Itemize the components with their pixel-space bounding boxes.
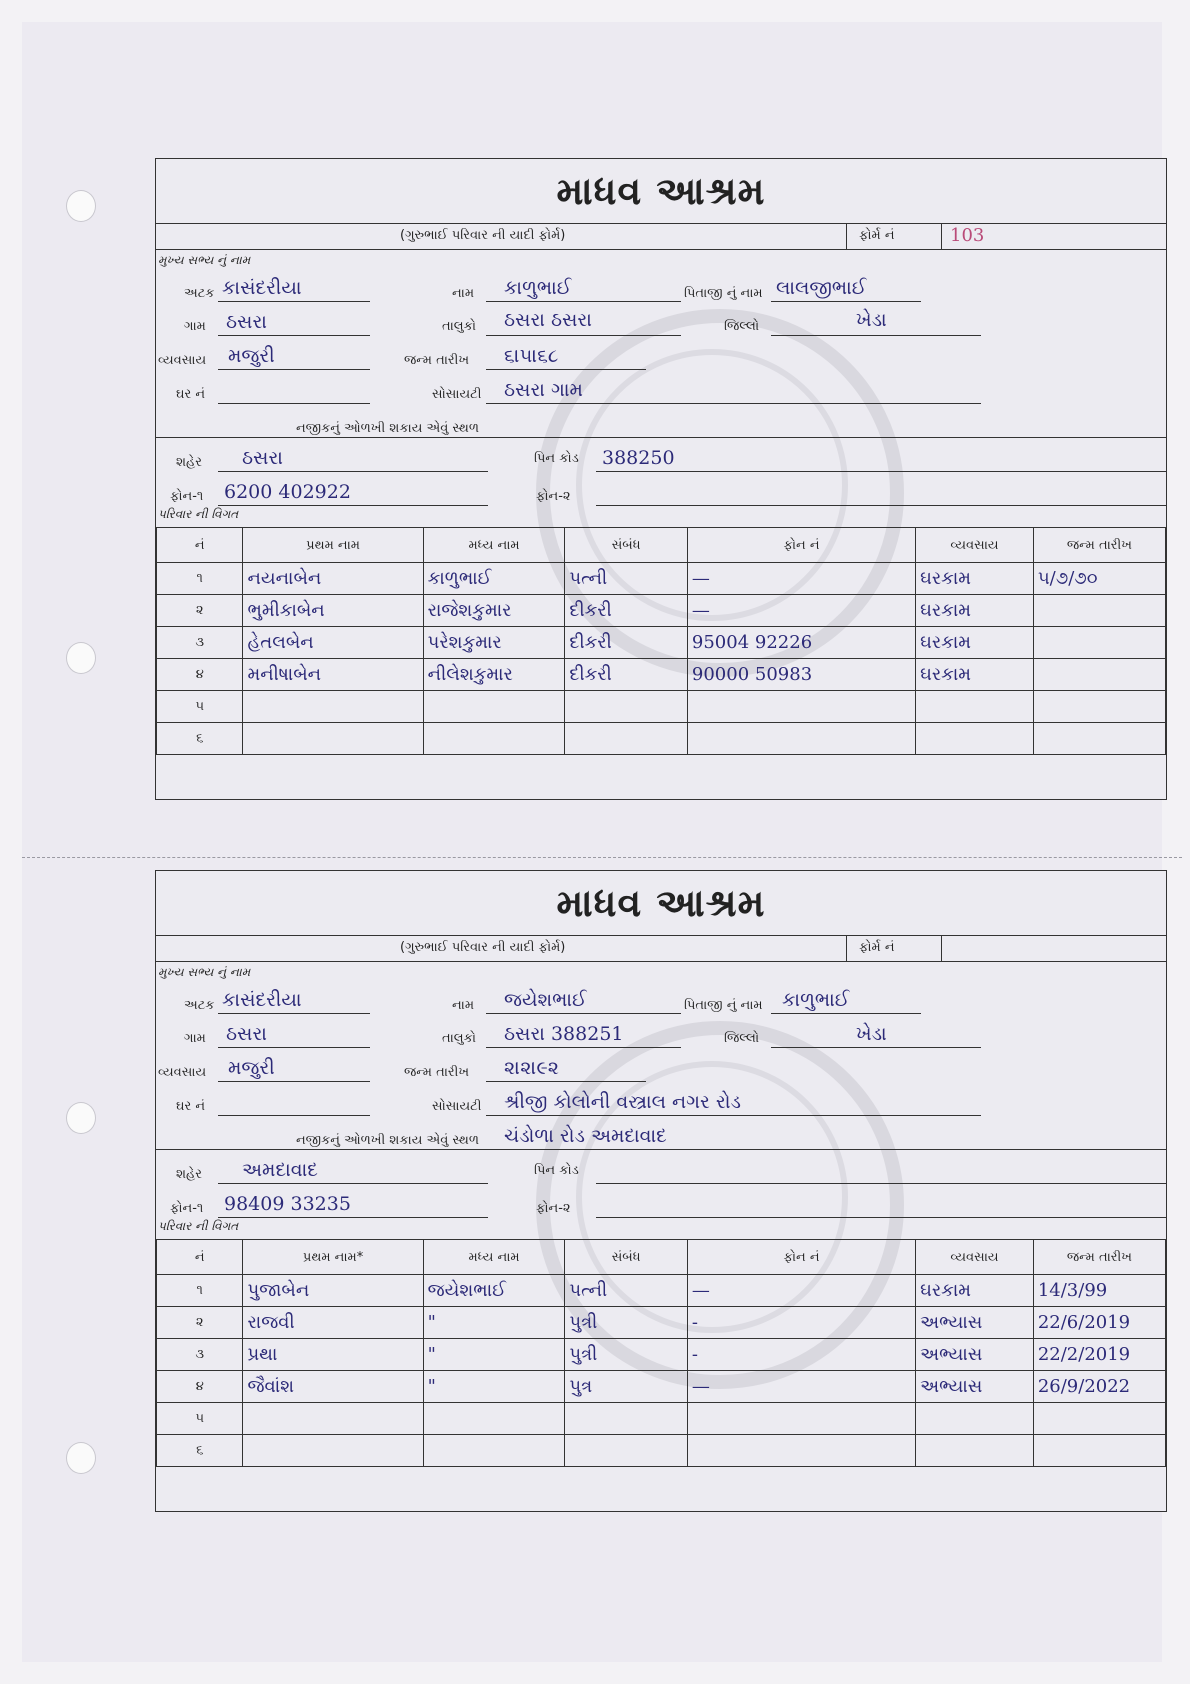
cell: ઘરકામ <box>916 627 1034 659</box>
col-first-name: પ્રથમ નામ* <box>243 1240 423 1275</box>
cell: જયેશભાઈ <box>423 1275 565 1307</box>
cell: 14/3/99 <box>1033 1275 1165 1307</box>
dob-label: જન્મ તારીખ <box>404 1065 470 1080</box>
cell: ૫/૭/૭૦ <box>1033 563 1165 595</box>
cell <box>687 1435 915 1467</box>
father-name-value: લાલજીભાઈ <box>776 277 867 299</box>
cell <box>687 723 915 755</box>
cell <box>423 1403 565 1435</box>
cell: નયનાબેન <box>243 563 423 595</box>
cell: પત્ની <box>565 563 688 595</box>
phone1-value: 98409 33235 <box>224 1193 351 1215</box>
cell: ૩ <box>157 1339 243 1371</box>
cell <box>423 723 565 755</box>
house-no-label: ઘર નં <box>176 387 206 402</box>
cell: - <box>687 1339 915 1371</box>
city-value: ઠસરા <box>242 447 283 469</box>
cell: નીલેશકુમાર <box>423 659 565 691</box>
village-label: ગામ <box>184 1031 206 1046</box>
cell: 90000 50983 <box>687 659 915 691</box>
cell: જૈવાંશ <box>243 1371 423 1403</box>
cell <box>565 1435 688 1467</box>
subtitle-bar <box>156 223 1166 250</box>
cell <box>565 691 688 723</box>
house-no-label: ઘર નં <box>176 1099 206 1114</box>
family-section-label: પરિવાર ની વિગત <box>158 507 239 521</box>
phone2-label: ફોન-૨ <box>536 489 571 504</box>
surname-label: અટક <box>184 998 215 1013</box>
cell <box>243 691 423 723</box>
cell: - <box>687 1307 915 1339</box>
name-label: નામ <box>452 998 475 1013</box>
taluka-label: તાલુકો <box>442 319 477 334</box>
cell: ઘરકામ <box>916 563 1034 595</box>
cell <box>1033 659 1165 691</box>
occupation-label: વ્યવસાય <box>158 1065 207 1080</box>
cell: ૪ <box>157 1371 243 1403</box>
cell <box>916 691 1034 723</box>
occupation-value: મજુરી <box>228 345 275 367</box>
cell <box>916 723 1034 755</box>
table-row <box>157 659 1166 691</box>
dob-label: જન્મ તારીખ <box>404 353 470 368</box>
father-name-label: પિતાજી નું નામ <box>684 286 763 301</box>
city-label: શહેર <box>176 1167 202 1182</box>
cell: પ્રથા <box>243 1339 423 1371</box>
divider <box>846 935 847 961</box>
registration-form-2 <box>155 870 1167 1512</box>
district-label: જિલ્લો <box>724 1031 760 1046</box>
table-row <box>157 1307 1166 1339</box>
cell <box>1033 627 1165 659</box>
society-label: સોસાયટી <box>432 387 482 402</box>
cell: " <box>423 1307 565 1339</box>
table-row <box>157 723 1166 755</box>
society-value: શ્રીજી કોલોની વસ્ત્રાલ નગર રોડ <box>504 1091 741 1113</box>
cell: પુત્ર <box>565 1371 688 1403</box>
cell: 22/2/2019 <box>1033 1339 1165 1371</box>
cell: ઘરકામ <box>916 595 1034 627</box>
col-first-name: પ્રથમ નામ <box>243 528 423 563</box>
landmark-value: ચંડોળા રોડ અમદાવાદ <box>504 1125 667 1147</box>
cell: રાજેશકુમાર <box>423 595 565 627</box>
cell: " <box>423 1371 565 1403</box>
cell <box>243 1403 423 1435</box>
cell <box>687 691 915 723</box>
subtitle-bar <box>156 935 1166 962</box>
table-row <box>157 691 1166 723</box>
col-relation: સંબંધ <box>565 1240 688 1275</box>
taluka-label: તાલુકો <box>442 1031 477 1046</box>
cell: 26/9/2022 <box>1033 1371 1165 1403</box>
cell: — <box>687 1275 915 1307</box>
city-label: શહેર <box>176 455 202 470</box>
col-middle-name: મધ્ય નામ <box>423 528 565 563</box>
cell: ઘરકામ <box>916 1275 1034 1307</box>
father-name-label: પિતાજી નું નામ <box>684 998 763 1013</box>
punch-hole <box>66 642 96 674</box>
tear-line <box>22 857 1182 858</box>
cell: ઘરકામ <box>916 659 1034 691</box>
divider <box>941 223 942 249</box>
phone2-label: ફોન-૨ <box>536 1201 571 1216</box>
cell: દીકરી <box>565 627 688 659</box>
surname-value: કાસંદરીયા <box>222 277 302 299</box>
head-section-label: મુખ્ય સભ્ય નું નામ <box>158 965 251 979</box>
district-label: જિલ્લો <box>724 319 760 334</box>
col-occupation: વ્યવસાય <box>916 528 1034 563</box>
table-row <box>157 1339 1166 1371</box>
cell: " <box>423 1339 565 1371</box>
table-row <box>157 1371 1166 1403</box>
punch-hole <box>66 1102 96 1134</box>
surname-label: અટક <box>184 286 215 301</box>
col-dob: જન્મ તારીખ <box>1033 1240 1165 1275</box>
cell: ૬ <box>157 723 243 755</box>
father-name-value: કાળુભાઈ <box>782 989 850 1011</box>
family-table <box>156 527 1166 755</box>
taluka-value: ઠસરા 388251 <box>504 1023 624 1045</box>
cell: ભુમીકાબેન <box>243 595 423 627</box>
punch-hole <box>66 190 96 222</box>
cell: — <box>687 1371 915 1403</box>
name-label: નામ <box>452 286 475 301</box>
col-no: નં <box>157 1240 243 1275</box>
cell: પુજાબેન <box>243 1275 423 1307</box>
cell: હેતલબેન <box>243 627 423 659</box>
district-value: ખેડા <box>856 1023 887 1045</box>
col-dob: જન્મ તારીખ <box>1033 528 1165 563</box>
cell: ૫ <box>157 1403 243 1435</box>
cell: ૪ <box>157 659 243 691</box>
cell <box>243 723 423 755</box>
village-value: ઠસરા <box>226 311 267 333</box>
village-label: ગામ <box>184 319 206 334</box>
col-no: નં <box>157 528 243 563</box>
cell <box>916 1435 1034 1467</box>
surname-value: કાસંદરીયા <box>222 989 302 1011</box>
society-label: સોસાયટી <box>432 1099 482 1114</box>
form-subtitle: (ગુરુભાઈ પરિવાર ની યાદી ફોર્મ) <box>400 940 566 955</box>
table-row <box>157 1403 1166 1435</box>
cell: દીકરી <box>565 595 688 627</box>
pincode-label: પિન કોડ <box>534 451 579 466</box>
divider <box>846 223 847 249</box>
name-value: જયેશભાઈ <box>504 989 587 1011</box>
table-row <box>157 627 1166 659</box>
cell: પત્ની <box>565 1275 688 1307</box>
cell: પરેશકુમાર <box>423 627 565 659</box>
name-value: કાળુભાઈ <box>504 277 572 299</box>
head-section-label: મુખ્ય સભ્ય નું નામ <box>158 253 251 267</box>
phone1-label: ફોન-૧ <box>170 489 204 504</box>
taluka-value: ઠસરા ઠસરા <box>504 309 592 331</box>
form-title: માધવ આશ્રમ <box>156 159 1166 224</box>
city-value: અમદાવાદ <box>242 1159 318 1181</box>
col-occupation: વ્યવસાય <box>916 1240 1034 1275</box>
village-value: ઠસરા <box>226 1023 267 1045</box>
table-header-row <box>157 1240 1166 1275</box>
landmark-label: નજીકનું ઓળખી શકાય એવું સ્થળ <box>296 1133 479 1148</box>
occupation-label: વ્યવસાય <box>158 353 207 368</box>
cell: ૩ <box>157 627 243 659</box>
cell: ૧ <box>157 563 243 595</box>
cell <box>1033 1435 1165 1467</box>
dob-value: ૨।૨।૯૨ <box>504 1057 559 1079</box>
col-phone: ફોન નં <box>687 1240 915 1275</box>
society-value: ઠસરા ગામ <box>504 379 583 401</box>
cell <box>1033 595 1165 627</box>
cell <box>565 723 688 755</box>
family-section-label: પરિવાર ની વિગત <box>158 1219 239 1233</box>
cell <box>423 691 565 723</box>
cell: ૫ <box>157 691 243 723</box>
phone1-value: 6200 402922 <box>224 481 351 503</box>
cell: ૬ <box>157 1435 243 1467</box>
table-row <box>157 1275 1166 1307</box>
pincode-value: 388250 <box>602 447 675 469</box>
form-subtitle: (ગુરુભાઈ પરિવાર ની યાદી ફોર્મ) <box>400 228 566 243</box>
cell: ૨ <box>157 595 243 627</box>
cell: 22/6/2019 <box>1033 1307 1165 1339</box>
table-row <box>157 595 1166 627</box>
cell <box>243 1435 423 1467</box>
cell: દીકરી <box>565 659 688 691</box>
district-value: ખેડા <box>856 309 887 331</box>
col-phone: ફોન નં <box>687 528 915 563</box>
dob-value: ૬।૫।૬૮ <box>504 345 559 367</box>
cell: કાળુભાઈ <box>423 563 565 595</box>
pincode-label: પિન કોડ <box>534 1163 579 1178</box>
table-header-row <box>157 528 1166 563</box>
cell <box>916 1403 1034 1435</box>
divider <box>941 935 942 961</box>
cell: — <box>687 595 915 627</box>
phone1-label: ફોન-૧ <box>170 1201 204 1216</box>
punch-hole <box>66 1442 96 1474</box>
registration-form-1 <box>155 158 1167 800</box>
cell <box>1033 723 1165 755</box>
cell <box>423 1435 565 1467</box>
form-no-value: 103 <box>950 225 985 246</box>
cell: મનીષાબેન <box>243 659 423 691</box>
form-no-label: ફોર્મ નં <box>859 228 895 243</box>
col-relation: સંબંધ <box>565 528 688 563</box>
cell: અભ્યાસ <box>916 1307 1034 1339</box>
cell <box>1033 1403 1165 1435</box>
table-row <box>157 563 1166 595</box>
cell <box>687 1403 915 1435</box>
occupation-value: મજુરી <box>228 1057 275 1079</box>
form-title: માધવ આશ્રમ <box>156 871 1166 936</box>
cell: ૨ <box>157 1307 243 1339</box>
family-table <box>156 1239 1166 1467</box>
cell: — <box>687 563 915 595</box>
form-no-label: ફોર્મ નં <box>859 940 895 955</box>
cell <box>565 1403 688 1435</box>
cell: ૧ <box>157 1275 243 1307</box>
cell: અભ્યાસ <box>916 1371 1034 1403</box>
landmark-label: નજીકનું ઓળખી શકાય એવું સ્થળ <box>296 421 479 436</box>
cell <box>1033 691 1165 723</box>
cell: રાજવી <box>243 1307 423 1339</box>
cell: 95004 92226 <box>687 627 915 659</box>
table-row <box>157 1435 1166 1467</box>
col-middle-name: મધ્ય નામ <box>423 1240 565 1275</box>
cell: પુત્રી <box>565 1307 688 1339</box>
cell: પુત્રી <box>565 1339 688 1371</box>
cell: અભ્યાસ <box>916 1339 1034 1371</box>
